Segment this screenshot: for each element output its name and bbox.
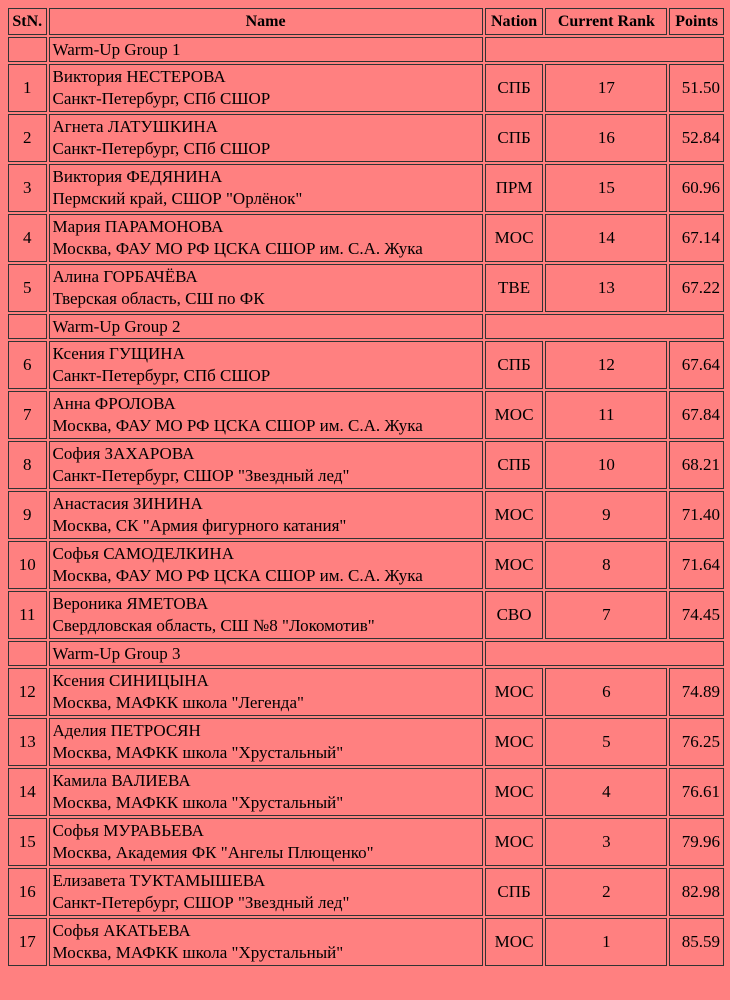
current-rank: 3: [545, 818, 667, 866]
start-number: 17: [8, 918, 47, 966]
club-name: Москва, МАФКК школа "Хрустальный": [52, 793, 344, 812]
nation: СВО: [485, 591, 544, 639]
points: 67.22: [669, 264, 724, 312]
skater-name: Елизавета ТУКТАМЫШЕВА: [52, 871, 266, 890]
skater-name: Ксения СИНИЦЫНА: [52, 671, 209, 690]
group-spacer-cell: [8, 641, 47, 666]
points: 67.14: [669, 214, 724, 262]
group-spacer-cell: [8, 37, 47, 62]
name-cell: [49, 768, 483, 816]
name-cell: [49, 818, 483, 866]
start-number: 4: [8, 214, 47, 262]
current-rank: 1: [545, 918, 667, 966]
nation: МОС: [485, 718, 544, 766]
skater-name: Софья АКАТЬЕВА: [52, 921, 191, 940]
club-name: Москва, МАФКК школа "Хрустальный": [52, 943, 344, 962]
skater-name: Виктория НЕСТЕРОВА: [52, 67, 226, 86]
nation: МОС: [485, 214, 544, 262]
club-name: Санкт-Петербург, СПб СШОР: [52, 89, 271, 108]
current-rank: 2: [545, 868, 667, 916]
table-row: [8, 718, 724, 766]
current-rank: 13: [545, 264, 667, 312]
skater-name: Анастасия ЗИНИНА: [52, 494, 203, 513]
points: 60.96: [669, 164, 724, 212]
table-row: [8, 64, 724, 112]
club-name: Москва, ФАУ МО РФ ЦСКА СШОР им. С.А. Жука: [52, 566, 423, 585]
points: 68.21: [669, 441, 724, 489]
group-spacer-cell: [485, 37, 724, 62]
start-number: 2: [8, 114, 47, 162]
table-row: [8, 668, 724, 716]
start-number: 14: [8, 768, 47, 816]
start-number: 1: [8, 64, 47, 112]
skater-name: Камила ВАЛИЕВА: [52, 771, 191, 790]
warmup-group-row: [8, 641, 724, 666]
group-label: Warm-Up Group 3: [49, 641, 483, 666]
start-number: 10: [8, 541, 47, 589]
table-row: [8, 818, 724, 866]
nation: СПБ: [485, 868, 544, 916]
results-body: [8, 37, 724, 966]
name-cell: [49, 491, 483, 539]
name-cell: [49, 591, 483, 639]
club-name: Москва, СК "Армия фигурного катания": [52, 516, 347, 535]
start-number: 16: [8, 868, 47, 916]
table-row: [8, 114, 724, 162]
points: 85.59: [669, 918, 724, 966]
nation: МОС: [485, 541, 544, 589]
current-rank: 6: [545, 668, 667, 716]
header-row: [8, 8, 724, 35]
header-stn: StN.: [8, 8, 47, 35]
nation: СПБ: [485, 341, 544, 389]
skater-name: Алина ГОРБАЧЁВА: [52, 267, 198, 286]
current-rank: 17: [545, 64, 667, 112]
club-name: Пермский край, СШОР "Орлёнок": [52, 189, 303, 208]
points: 71.40: [669, 491, 724, 539]
club-name: Свердловская область, СШ №8 "Локомотив": [52, 616, 375, 635]
header-nation: Nation: [485, 8, 544, 35]
points: 67.84: [669, 391, 724, 439]
points: 82.98: [669, 868, 724, 916]
nation: ТВЕ: [485, 264, 544, 312]
club-name: Москва, ФАУ МО РФ ЦСКА СШОР им. С.А. Жука: [52, 416, 423, 435]
table-row: [8, 491, 724, 539]
points: 74.45: [669, 591, 724, 639]
header-current-rank: Current Rank: [545, 8, 667, 35]
nation: МОС: [485, 918, 544, 966]
current-rank: 10: [545, 441, 667, 489]
start-number: 8: [8, 441, 47, 489]
table-row: [8, 341, 724, 389]
skater-name: Агнета ЛАТУШКИНА: [52, 117, 218, 136]
name-cell: [49, 918, 483, 966]
table-row: [8, 264, 724, 312]
club-name: Санкт-Петербург, СШОР "Звездный лед": [52, 893, 350, 912]
nation: ПРМ: [485, 164, 544, 212]
club-name: Москва, МАФКК школа "Легенда": [52, 693, 304, 712]
warmup-group-row: [8, 314, 724, 339]
current-rank: 7: [545, 591, 667, 639]
start-number: 6: [8, 341, 47, 389]
club-name: Москва, Академия ФК "Ангелы Плющенко": [52, 843, 374, 862]
club-name: Москва, МАФКК школа "Хрустальный": [52, 743, 344, 762]
nation: МОС: [485, 668, 544, 716]
name-cell: [49, 164, 483, 212]
start-number: 5: [8, 264, 47, 312]
nation: СПБ: [485, 441, 544, 489]
current-rank: 12: [545, 341, 667, 389]
table-row: [8, 918, 724, 966]
club-name: Санкт-Петербург, СПб СШОР: [52, 139, 271, 158]
nation: СПБ: [485, 114, 544, 162]
name-cell: [49, 541, 483, 589]
table-row: [8, 391, 724, 439]
table-row: [8, 214, 724, 262]
group-spacer-cell: [485, 641, 724, 666]
start-number: 3: [8, 164, 47, 212]
nation: МОС: [485, 768, 544, 816]
club-name: Санкт-Петербург, СШОР "Звездный лед": [52, 466, 350, 485]
skater-name: Аделия ПЕТРОСЯН: [52, 721, 201, 740]
name-cell: [49, 668, 483, 716]
club-name: Тверская область, СШ по ФК: [52, 289, 265, 308]
group-label: Warm-Up Group 1: [49, 37, 483, 62]
table-row: [8, 541, 724, 589]
skater-name: Софья САМОДЕЛКИНА: [52, 544, 234, 563]
start-number: 11: [8, 591, 47, 639]
skater-name: Вероника ЯМЕТОВА: [52, 594, 209, 613]
points: 52.84: [669, 114, 724, 162]
name-cell: [49, 718, 483, 766]
nation: СПБ: [485, 64, 544, 112]
skater-name: София ЗАХАРОВА: [52, 444, 195, 463]
skater-name: Мария ПАРАМОНОВА: [52, 217, 224, 236]
points: 76.25: [669, 718, 724, 766]
points: 79.96: [669, 818, 724, 866]
warmup-group-row: [8, 37, 724, 62]
group-spacer-cell: [485, 314, 724, 339]
table-row: [8, 441, 724, 489]
start-number: 12: [8, 668, 47, 716]
current-rank: 9: [545, 491, 667, 539]
current-rank: 11: [545, 391, 667, 439]
name-cell: [49, 64, 483, 112]
current-rank: 16: [545, 114, 667, 162]
name-cell: [49, 391, 483, 439]
start-number: 9: [8, 491, 47, 539]
skater-name: Ксения ГУЩИНА: [52, 344, 185, 363]
name-cell: [49, 441, 483, 489]
points: 67.64: [669, 341, 724, 389]
name-cell: [49, 264, 483, 312]
table-row: [8, 768, 724, 816]
points: 76.61: [669, 768, 724, 816]
name-cell: [49, 341, 483, 389]
group-spacer-cell: [8, 314, 47, 339]
points: 51.50: [669, 64, 724, 112]
start-number: 7: [8, 391, 47, 439]
current-rank: 5: [545, 718, 667, 766]
skater-name: Виктория ФЕДЯНИНА: [52, 167, 223, 186]
current-rank: 8: [545, 541, 667, 589]
points: 74.89: [669, 668, 724, 716]
nation: МОС: [485, 818, 544, 866]
name-cell: [49, 114, 483, 162]
points: 71.64: [669, 541, 724, 589]
skater-name: Софья МУРАВЬЕВА: [52, 821, 204, 840]
nation: МОС: [485, 391, 544, 439]
current-rank: 14: [545, 214, 667, 262]
group-label: Warm-Up Group 2: [49, 314, 483, 339]
start-number: 15: [8, 818, 47, 866]
header-name: Name: [49, 8, 483, 35]
current-rank: 15: [545, 164, 667, 212]
nation: МОС: [485, 491, 544, 539]
table-row: [8, 591, 724, 639]
skater-name: Анна ФРОЛОВА: [52, 394, 176, 413]
name-cell: [49, 868, 483, 916]
table-row: [8, 164, 724, 212]
current-rank: 4: [545, 768, 667, 816]
club-name: Москва, ФАУ МО РФ ЦСКА СШОР им. С.А. Жука: [52, 239, 423, 258]
header-points: Points: [669, 8, 724, 35]
table-row: [8, 868, 724, 916]
name-cell: [49, 214, 483, 262]
club-name: Санкт-Петербург, СПб СШОР: [52, 366, 271, 385]
results-table: [6, 6, 726, 968]
start-number: 13: [8, 718, 47, 766]
